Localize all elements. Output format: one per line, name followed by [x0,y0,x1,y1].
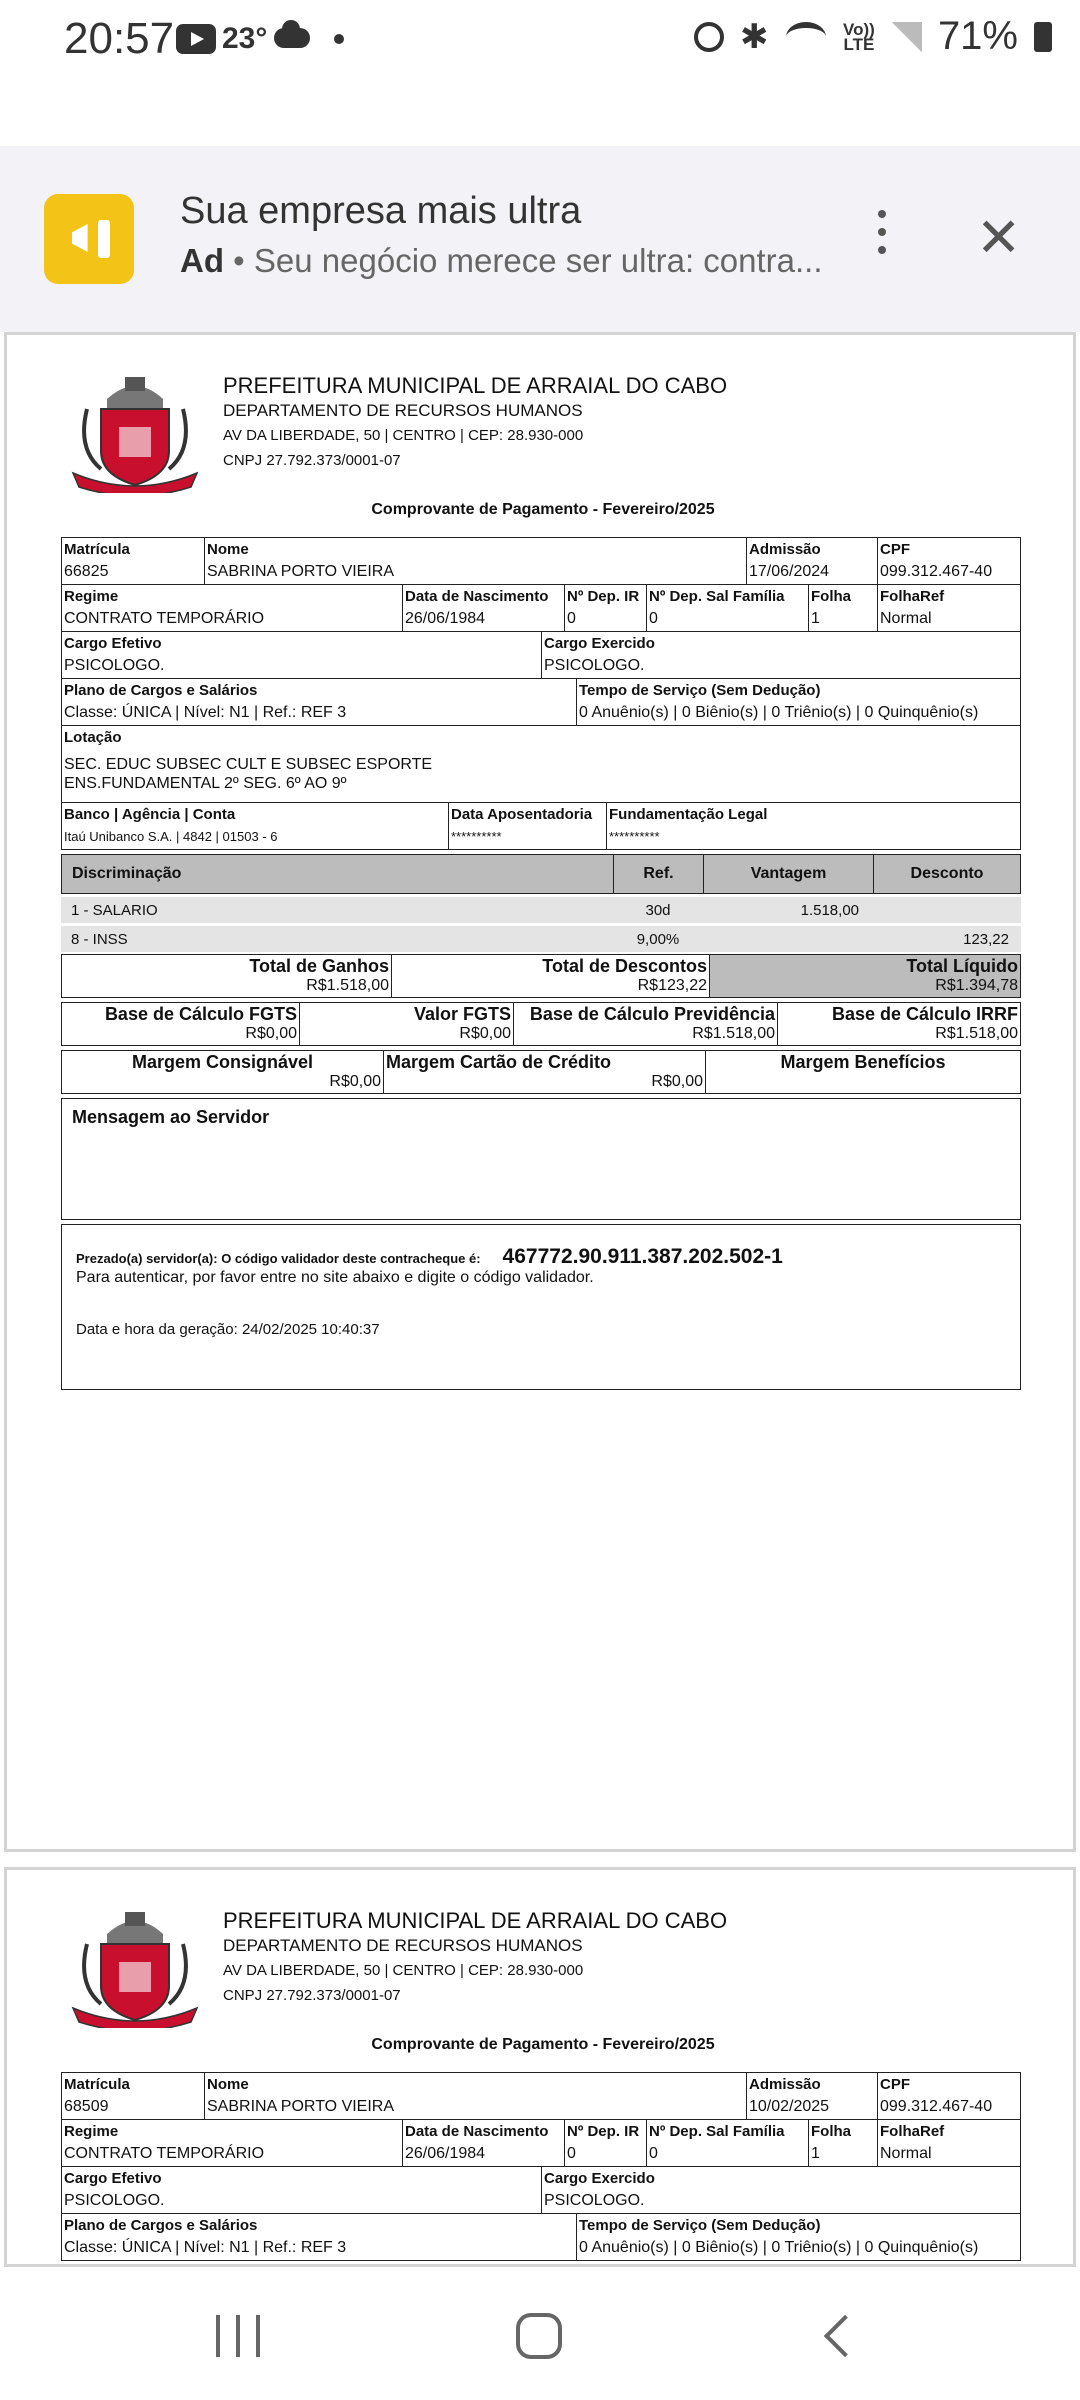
base-prev-value: R$1.518,00 [692,1025,775,1042]
margem-consig-label: Margem Consignável [131,1052,314,1072]
row-banco [61,803,1021,850]
ad-subtitle-text: • Seu negócio merece ser ultra: contra... [233,242,823,279]
payslip-table [61,2072,1021,2261]
ad-subtitle [180,242,823,280]
cpf-label: CPF [880,541,910,558]
cargo-exercido-value: PSICOLOGO. [544,2192,645,2209]
cargo-exercido-label: Cargo Exercido [544,2170,655,2187]
bluetooth-icon: ✱ [739,17,769,56]
banco-value: Itaú Unibanco S.A. | 4842 | 01503 - 6 [64,829,278,844]
battery-icon [1034,22,1052,52]
more-options-icon[interactable] [878,210,886,254]
base-irrf-label: Base de Cálculo IRRF [831,1004,1018,1024]
plano-label: Plano de Cargos e Salários [64,682,258,699]
plano-label: Plano de Cargos e Salários [64,2217,258,2234]
admissao-label: Admissão [749,541,821,558]
item-desc: 8 - INSS [71,930,128,948]
cargo-exercido-value: PSICOLOGO. [544,657,645,674]
row-regime [61,2120,1021,2167]
folharef-value: Normal [880,2145,932,2162]
navigation-bar [0,2267,1080,2400]
valor-fgts-label: Valor FGTS [413,1004,511,1024]
dep-sal-value: 0 [649,610,658,627]
fundamentacao-value: ********** [609,829,660,844]
cargo-efetivo-value: PSICOLOGO. [64,2192,165,2209]
table-row [61,926,1021,952]
coat-of-arms-logo [67,369,203,493]
regime-value: CONTRATO TEMPORÁRIO [64,2145,265,2162]
recent-apps-icon[interactable] [216,2315,260,2357]
generation-timestamp: Data e hora da geração: 24/02/2025 10:40:37 [76,1321,380,1338]
base-fgts-value: R$0,00 [245,1025,297,1042]
item-desc: 1 - SALARIO [71,901,158,919]
signal-icon [892,22,922,52]
total-liquido-value: R$1.394,78 [935,977,1018,994]
margem-consig-value: R$0,00 [329,1073,381,1090]
folha-value: 1 [811,2145,820,2162]
base-fgts-label: Base de Cálculo FGTS [104,1004,297,1024]
admissao-label: Admissão [749,2076,821,2093]
margens-row [61,1050,1021,1094]
matricula-value: 68509 [64,2098,109,2115]
regime-value: CONTRATO TEMPORÁRIO [64,610,265,627]
total-ganhos-label: Total de Ganhos [249,956,389,976]
bases-row [61,1002,1021,1046]
lotacao-label: Lotação [64,729,122,746]
cargo-efetivo-label: Cargo Efetivo [64,2170,162,2187]
total-descontos-value: R$123,22 [637,977,707,994]
cargo-efetivo-label: Cargo Efetivo [64,635,162,652]
row-cargo [61,2167,1021,2214]
folharef-label: FolhaRef [880,2123,945,2140]
item-ref: 9,00% [636,930,680,948]
ad-label: Ad [180,242,224,279]
cpf-value: 099.312.467-40 [880,563,993,580]
col-desconto: Desconto [910,865,984,882]
issuer-name: PREFEITURA MUNICIPAL DE ARRAIAL DO CABO [223,1908,728,1933]
validation-box [61,1224,1021,1390]
total-liquido-label: Total Líquido [906,956,1018,976]
base-prev-label: Base de Cálculo Previdência [529,1004,775,1024]
validator-prefix: Prezado(a) servidor(a): O código validador deste contracheque é: [76,1251,481,1266]
tempo-value: 0 Anuênio(s) | 0 Biênio(s) | 0 Triênio(s) | 0 Quinquênio(s) [579,2239,979,2256]
admissao-value: 17/06/2024 [749,563,830,580]
validator-code: 467772.90.911.387.202.502-1 [502,1245,783,1268]
nome-value: SABRINA PORTO VIEIRA [207,563,395,580]
status-bar [0,0,1080,146]
cloud-icon [274,28,310,48]
totals-row [61,954,1021,998]
matricula-label: Matrícula [64,2076,130,2093]
total-ganhos-value: R$1.518,00 [306,977,389,994]
dep-sal-label: Nº Dep. Sal Família [649,2123,785,2140]
total-descontos-label: Total de Descontos [542,956,707,976]
home-icon[interactable] [516,2313,562,2359]
issuer-department: DEPARTAMENTO DE RECURSOS HUMANOS [223,1936,583,1955]
folharef-label: FolhaRef [880,588,945,605]
plano-value: Classe: ÚNICA | Nível: N1 | Ref.: REF 3 [64,704,347,721]
issuer-address: AV DA LIBERDADE, 50 | CENTRO | CEP: 28.930-000 [223,427,584,444]
megaphone-icon [44,194,134,284]
dep-ir-value: 0 [567,2145,576,2162]
table-row [61,897,1021,923]
nome-label: Nome [207,541,249,558]
message-box [61,1098,1021,1220]
issuer-header [223,1908,727,2008]
margem-cartao-value: R$0,00 [651,1073,703,1090]
volte-icon: Vo)) LTE [843,19,875,54]
cargo-efetivo-value: PSICOLOGO. [64,657,165,674]
col-vantagem: Vantagem [704,855,874,893]
fundamentacao-label: Fundamentação Legal [609,806,768,823]
nascimento-label: Data de Nascimento [405,588,549,605]
nome-value: SABRINA PORTO VIEIRA [207,2098,395,2115]
validator-instructions: Para autenticar, por favor entre no site abaixo e digite o código validador. [76,1269,594,1286]
cargo-exercido-label: Cargo Exercido [544,635,655,652]
col-ref: Ref. [614,855,704,893]
document-title: Comprovante de Pagamento - Fevereiro/2025 [371,501,715,518]
wifi-icon [786,22,826,52]
matricula-value: 66825 [64,563,109,580]
folha-label: Folha [811,588,851,605]
dep-ir-value: 0 [567,610,576,627]
dep-sal-label: Nº Dep. Sal Família [649,588,785,605]
margem-cartao-label: Margem Cartão de Crédito [386,1052,612,1072]
lotacao-value-1: SEC. EDUC SUBSEC CULT E SUBSEC ESPORTE [64,756,433,773]
tempo-label: Tempo de Serviço (Sem Dedução) [579,2217,821,2234]
col-discriminacao: Discriminação [62,855,614,893]
regime-label: Regime [64,2123,119,2140]
payslip-table [61,537,1021,1390]
ad-title: Sua empresa mais ultra [180,190,582,232]
youtube-icon [176,24,216,54]
back-icon[interactable] [824,2315,866,2357]
alarm-icon [694,22,724,52]
tempo-label: Tempo de Serviço (Sem Dedução) [579,682,821,699]
base-irrf-value: R$1.518,00 [935,1025,1018,1042]
status-icons [694,14,1052,59]
regime-label: Regime [64,588,119,605]
issuer-address: AV DA LIBERDADE, 50 | CENTRO | CEP: 28.930-000 [223,1962,584,1979]
issuer-header [223,373,727,473]
cpf-value: 099.312.467-40 [880,2098,993,2115]
notification-dot-icon [334,34,344,44]
issuer-cnpj: CNPJ 27.792.373/0001-07 [223,1987,401,2004]
cpf-label: CPF [880,2076,910,2093]
folha-value: 1 [811,610,820,627]
lotacao-value-2: ENS.FUNDAMENTAL 2º SEG. 6º AO 9º [64,775,347,792]
row-lotacao [61,726,1021,803]
document-title: Comprovante de Pagamento - Fevereiro/2025 [371,2036,715,2053]
message-label: Mensagem ao Servidor [72,1107,270,1127]
row-cargo [61,632,1021,679]
nascimento-value: 26/06/1984 [405,2145,486,2162]
dep-sal-value: 0 [649,2145,658,2162]
nascimento-value: 26/06/1984 [405,610,486,627]
coat-of-arms-logo [67,1904,203,2028]
issuer-cnpj: CNPJ 27.792.373/0001-07 [223,452,401,469]
row-plano [61,2214,1021,2261]
payslip-page-1 [4,332,1076,1852]
plano-value: Classe: ÚNICA | Nível: N1 | Ref.: REF 3 [64,2239,347,2256]
battery-percent: 71% [937,14,1018,58]
dep-ir-label: Nº Dep. IR [567,2123,640,2140]
row-regime [61,585,1021,632]
clock: 20:57 [64,14,175,63]
item-desconto: 123,22 [963,930,1009,948]
folharef-value: Normal [880,610,932,627]
items-header [61,854,1021,894]
row-ident [61,2072,1021,2120]
item-ref: 30d [645,901,671,919]
issuer-department: DEPARTAMENTO DE RECURSOS HUMANOS [223,401,583,420]
valor-fgts-value: R$0,00 [459,1025,511,1042]
matricula-label: Matrícula [64,541,130,558]
folha-label: Folha [811,2123,851,2140]
margem-benef-label: Margem Benefícios [780,1052,946,1072]
close-icon[interactable]: ✕ [976,208,1022,268]
admissao-value: 10/02/2025 [749,2098,830,2115]
aposentadoria-label: Data Aposentadoria [451,806,593,823]
aposentadoria-value: ********** [451,829,502,844]
item-vantagem: 1.518,00 [800,901,859,919]
dep-ir-label: Nº Dep. IR [567,588,640,605]
banco-label: Banco | Agência | Conta [64,806,236,823]
nascimento-label: Data de Nascimento [405,2123,549,2140]
temperature: 23° [222,22,268,55]
nome-label: Nome [207,2076,249,2093]
issuer-name: PREFEITURA MUNICIPAL DE ARRAIAL DO CABO [223,373,728,398]
payslip-page-2 [4,1867,1076,2267]
ad-banner[interactable] [0,146,1080,332]
row-plano [61,679,1021,726]
row-ident [61,537,1021,585]
tempo-value: 0 Anuênio(s) | 0 Biênio(s) | 0 Triênio(s) | 0 Quinquênio(s) [579,704,979,721]
